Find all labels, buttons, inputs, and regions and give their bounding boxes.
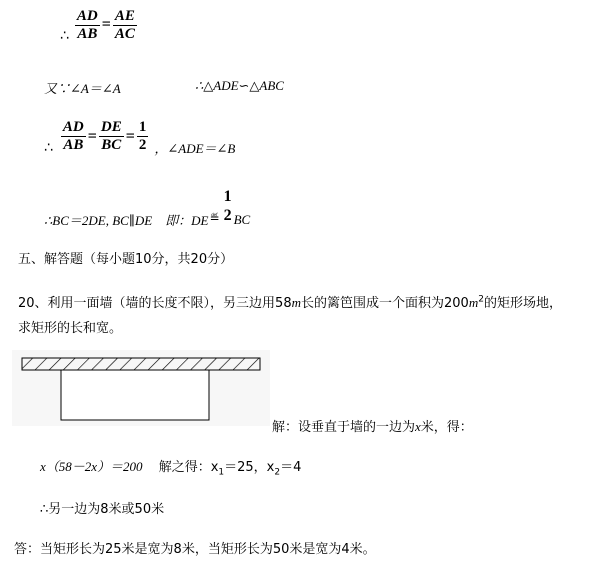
similar-triangles: ∴△ADE∽△ABC [195,78,284,93]
equals-sign: = [101,16,111,33]
line-ratio-chain [44,116,235,157]
bc-text: BC [233,211,251,227]
equals-sign: = [125,127,135,145]
fraction-de-bc: $\frac{DE}{BC}$ [100,119,122,153]
line-midline-conclusion [44,182,250,229]
therefore-symbol: ∴ [60,28,69,44]
solution-conclusion: ∴另一边为8米或50米 [40,502,165,517]
wall-hatch-band [22,358,260,370]
angle-equality: 又∵∠A＝∠A [44,81,121,96]
parallel-equal-symbol: ≝ [209,210,220,225]
line-similar [195,78,284,94]
question-20-line1: 20、利用一面墙（墙的长度不限），另三边用58m长的篱笆围成一个面积为$200m^2$的矩形场地， [18,294,562,311]
fraction-one-half: 1 2 [223,187,232,224]
solution-equation: x（58－2x）＝200 解之得：$x_1=25$，$x_2=4$ [40,459,302,478]
therefore-symbol: ∴ [44,139,53,156]
fence-rectangle [61,370,209,420]
line-ratio-ad-ab [60,6,137,44]
wall-rectangle-diagram [12,350,270,426]
angle-ade-equals-b: ，∠ADE＝∠B [154,141,236,156]
bc-equals-2de: ∴BC＝2DE, BC∥DE 即：DE [44,213,209,228]
solution-intro: 解：设垂直于墙的一边为x米，得： [272,419,473,435]
line-angle-a [44,78,121,97]
final-answer: 答：当矩形长为25米是宽为8米，当矩形长为50米是宽为4米。 [14,542,376,557]
fraction-ad-ab: $\frac{AD}{AB}$ [62,119,84,153]
question-20-line2: 求矩形的长和宽。 [18,321,123,336]
fraction-ae-ac: $\frac{AE}{AC}$ [114,7,135,42]
fraction-one-half: $\frac{1}{2}$ [138,119,147,153]
equals-sign: = [87,127,97,145]
fraction-ad-ab: $\frac{AD}{AB}$ [76,7,98,42]
section-heading: 五、解答题（每小题10分，共20分） [18,252,234,267]
